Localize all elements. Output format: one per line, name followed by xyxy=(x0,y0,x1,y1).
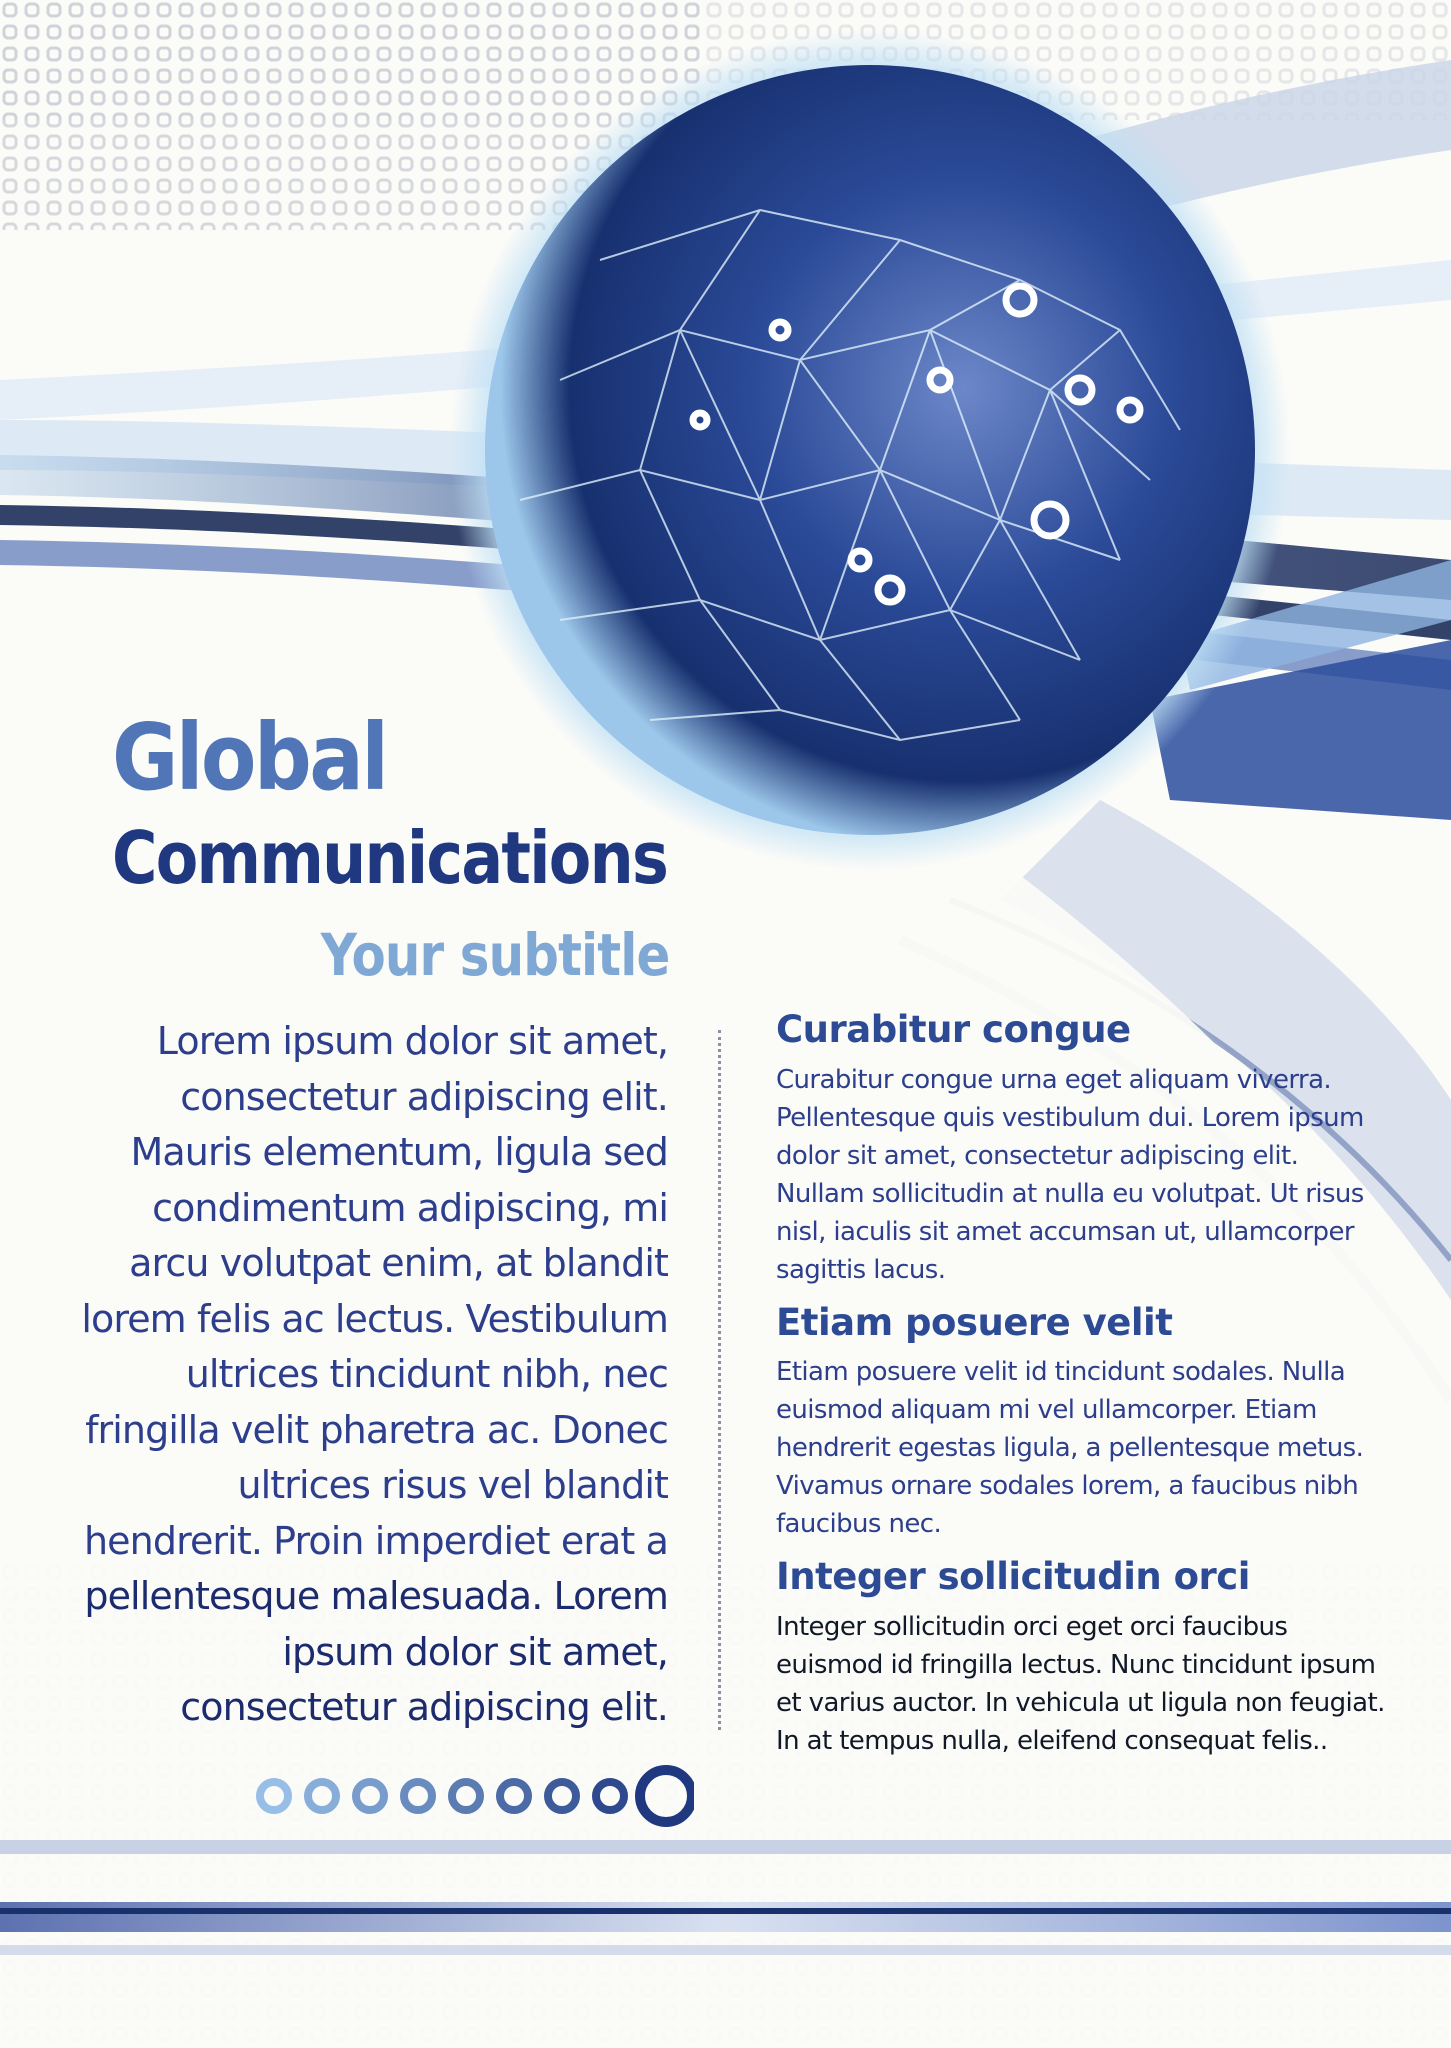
lead-line: pellentesque malesuada. Lorem xyxy=(84,1574,668,1618)
section-line: hendrerit egestas ligula, a pellentesque metus. xyxy=(776,1433,1364,1464)
section-line: nisl, iaculis sit amet accumsan ut, ullamcorper xyxy=(776,1216,1354,1247)
section-body xyxy=(776,1608,1396,1760)
title-communications: Communications xyxy=(112,816,668,900)
progress-dots xyxy=(254,1764,694,1828)
lead-line: consectetur adipiscing elit. xyxy=(180,1074,668,1119)
lead-line: lorem felis ac lectus. Vestibulum xyxy=(81,1296,668,1341)
section-curabitur xyxy=(776,1010,1396,1289)
section-line: Nullam sollicitudin at nulla eu volutpat. Ut risus xyxy=(776,1178,1364,1209)
progress-dot xyxy=(452,1782,480,1810)
right-column xyxy=(776,1010,1396,1774)
progress-dot xyxy=(500,1782,528,1810)
progress-dot-active xyxy=(640,1770,692,1822)
section-heading: Integer sollicitudin orci xyxy=(776,1555,1250,1599)
progress-dot xyxy=(356,1782,384,1810)
lead-line: Lorem ipsum dolor sit amet, xyxy=(156,1019,668,1063)
title-global: Global xyxy=(112,704,387,811)
section-body xyxy=(776,1353,1396,1543)
section-line: sagittis lacus. xyxy=(776,1254,946,1285)
section-line: Pellentesque quis vestibulum dui. Lorem ipsum xyxy=(776,1102,1364,1133)
section-line: faucibus nec. xyxy=(776,1509,942,1540)
section-line: et varius auctor. In vehicula ut ligula non feugiat. xyxy=(776,1688,1385,1719)
section-line: euismod aliquam mi vel ullamcorper. Etiam xyxy=(776,1395,1317,1426)
progress-dot xyxy=(404,1782,432,1810)
subtitle: Your subtitle xyxy=(320,921,669,989)
lead-line: ultrices risus vel blandit xyxy=(237,1463,668,1507)
section-line: Integer sollicitudin orci eget orci faucibus xyxy=(776,1612,1288,1643)
lead-line: condimentum adipiscing, mi xyxy=(152,1185,668,1230)
section-line: Vivamus ornare sodales lorem, a faucibus nibh xyxy=(776,1471,1359,1502)
section-body xyxy=(776,1061,1396,1289)
section-heading: Etiam posuere velit xyxy=(776,1300,1173,1344)
progress-dot xyxy=(548,1782,576,1810)
progress-dot xyxy=(260,1782,288,1810)
lead-line: arcu volutpat enim, at blandit xyxy=(129,1241,668,1285)
lead-paragraph xyxy=(60,1014,668,1736)
lead-line: ultrices tincidunt nibh, nec xyxy=(185,1352,668,1396)
section-line: Etiam posuere velit id tincidunt sodales. Nulla xyxy=(776,1357,1346,1388)
section-integer xyxy=(776,1557,1396,1760)
lead-line: ipsum dolor sit amet, xyxy=(282,1629,668,1674)
progress-dot xyxy=(596,1782,624,1810)
section-line: euismod id fringilla lectus. Nunc tincidunt ipsum xyxy=(776,1650,1376,1681)
lead-line: fringilla velit pharetra ac. Donec xyxy=(85,1407,668,1452)
lead-line: hendrerit. Proin imperdiet erat a xyxy=(84,1518,668,1563)
lead-line: consectetur adipiscing elit. xyxy=(180,1685,668,1729)
lead-line: Mauris elementum, ligula sed xyxy=(130,1130,668,1174)
section-heading: Curabitur congue xyxy=(776,1008,1131,1051)
progress-dot xyxy=(308,1782,336,1810)
section-line: dolor sit amet, consectetur adipiscing elit. xyxy=(776,1140,1299,1171)
column-divider xyxy=(718,1030,721,1730)
section-etiam xyxy=(776,1300,1396,1544)
section-line: Curabitur congue urna eget aliquam viverra. xyxy=(776,1064,1332,1095)
section-line: In at tempus nulla, eleifend consequat felis.. xyxy=(776,1726,1328,1757)
